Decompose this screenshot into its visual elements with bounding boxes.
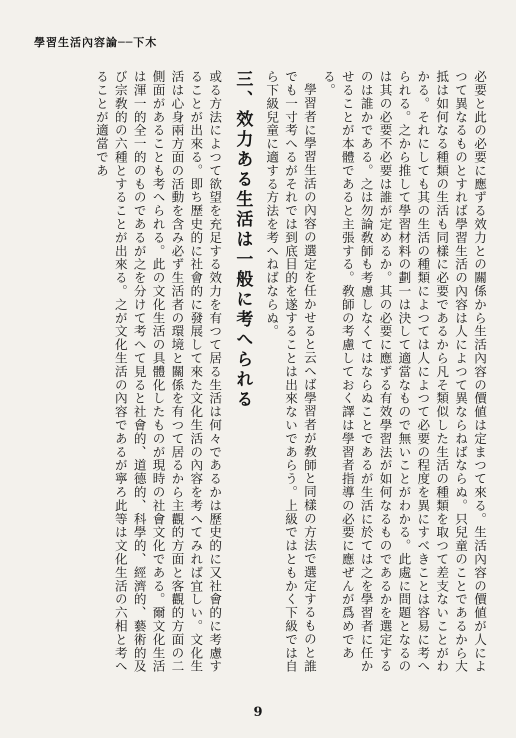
section-heading (231, 70, 253, 682)
body-paragraph: 必要と此の必要に應ずる效力との關係から生活內容の價値は定まつて來る。生活內容の價値が人によつて異なるものとすれば學習生活の內容は人によつて異ならねばならぬ。只兒童のことであるから大抵は如何なる種類の生活も同樣に必要であるから凡そ類似した生活の種類を取つて差支ないことがわかる。それにしても其の生活の種類によつては人によつて必要の程度を異にすべきことは容易に考へられる。之から推して學習材料の劃一は決して適當なもので無いことがわかる。此處に問題となるのは其の必要不必要は誰が定めるか。其の必要に應ずる有效學習法が如何なるものであるかを選定するのは誰かである。之は勿論敎師も考慮しなくてはならぬことであるが生活に於ては之を學習者に任かせることが本體であると主張する。敎師の考慮しておく譯は學習者指導の必要に應ぜんが爲めである。 (320, 70, 487, 673)
section-paragraph: 或る方法によつて欲望を充足する效力を有つて居る生活は何々であるかは歷史的に又社會的に考慮することが出來る。即ち歷史的に社會的に發展して來た文化生活の內容を考へてみれば宜しい。文化生活は心身兩方面の活動を含み必ず生活者の環境と關係を有つて居るから主觀的方面と客觀的方面の二側面があることも考へられる。此の文化生活の具體化したものが現時の社會文化である。爾文化生活は渾一的全一的のものであるが之を分けて考へて見ると社會的、道德的、科學的、經濟的、藝術的及び宗敎的の六種とすることが出來る。之が文化生活の內容であるが寧ろ此等は文化生活の六相と考へることが適當であ (93, 70, 223, 673)
body-paragraph: 學習者に學習生活の內容の選定を任かせると云へば學習者が敎師と同樣の方法で選定するものと誰でも一寸考へるがそれでは到底目的を遂することは出來ないであらう。上級ではともかく下級では自ら下級兒童に適する方法を考へねばならぬ。 (264, 70, 317, 673)
section-title: 效力ある生活は一般に考へられる (232, 110, 253, 410)
section-number: 三、 (232, 70, 253, 110)
page-body (36, 70, 488, 682)
page-number: 9 (253, 705, 263, 720)
running-header: 學習生活內容論──下木 (34, 36, 158, 49)
